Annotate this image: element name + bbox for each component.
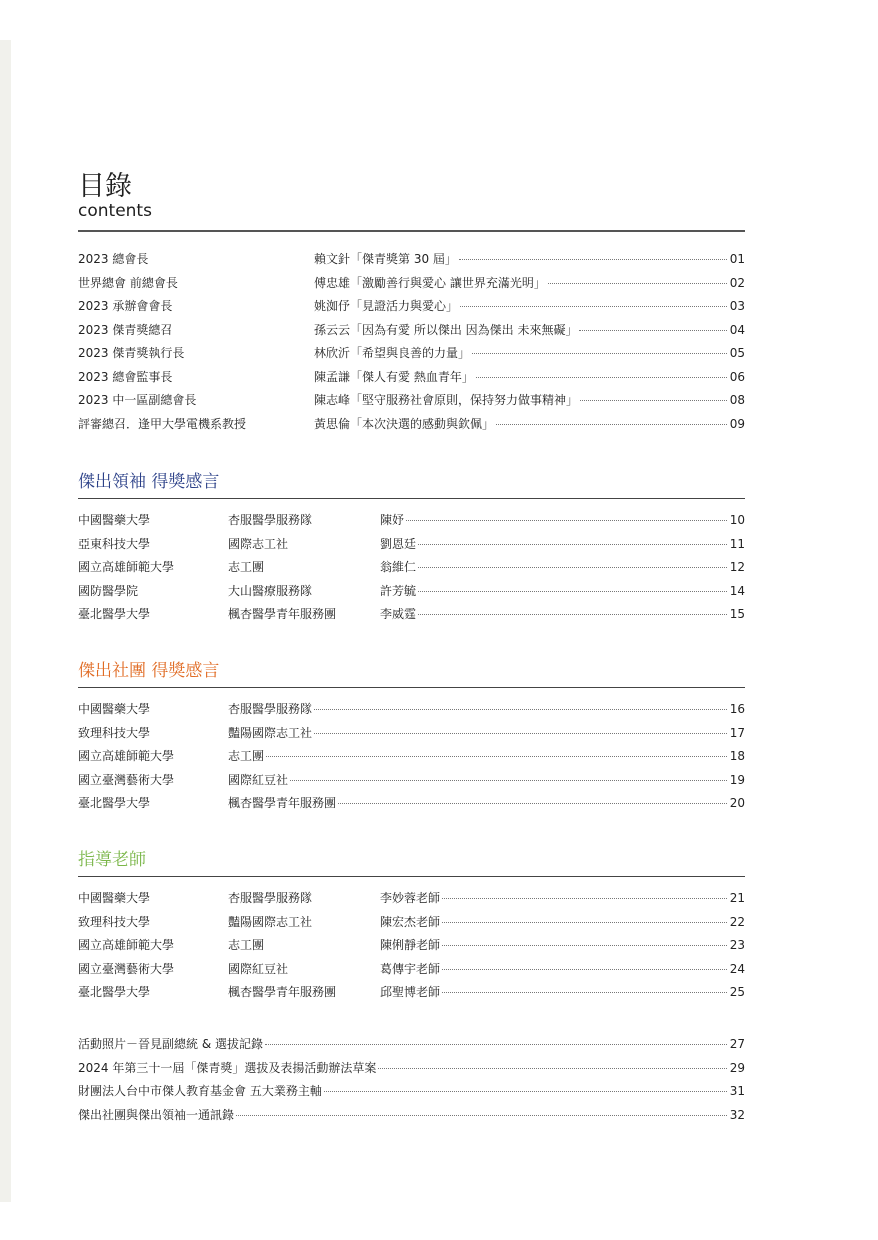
- toc-row: [78, 297, 745, 321]
- page-number: 06: [729, 369, 745, 384]
- toc-row: [78, 344, 745, 368]
- club-name: 楓杏醫學青年服務團: [228, 985, 337, 999]
- dot-leader: [418, 591, 727, 592]
- clubs-section: [78, 660, 745, 818]
- dot-leader: [418, 567, 727, 568]
- toc-role: 2023 總會長: [78, 252, 149, 266]
- dot-leader: [236, 1115, 727, 1116]
- toc-row: [78, 1106, 745, 1130]
- page-number: 27: [729, 1037, 745, 1051]
- club-name: 國際紅豆社: [228, 772, 289, 787]
- school-name: 國防醫學院: [78, 583, 139, 598]
- page-number: 14: [729, 583, 745, 598]
- person-name: 李威霆: [380, 607, 417, 621]
- school-name: 亞東科技大學: [78, 536, 151, 551]
- toc-row: [78, 274, 745, 298]
- school-name: 中國醫藥大學: [78, 702, 151, 716]
- clubs-section-title: 傑出社團 得獎感言: [78, 661, 220, 681]
- person-name: 李妙蓉老師: [380, 891, 441, 905]
- dot-leader: [314, 733, 727, 734]
- toc-subtitle: contents: [78, 201, 152, 221]
- toc-row: [78, 250, 745, 274]
- dot-leader: [266, 756, 727, 757]
- school-name: 臺北醫學大學: [78, 796, 151, 810]
- toc-row: [78, 582, 745, 606]
- toc-role: 2023 傑青獎執行長: [78, 346, 185, 360]
- dot-leader: [378, 1068, 727, 1069]
- section-divider: [78, 498, 745, 499]
- toc-row: [78, 605, 745, 629]
- school-name: 國立高雄師範大學: [78, 749, 175, 763]
- person-name: 陳宏杰老師: [380, 914, 441, 929]
- page-number: 29: [729, 1060, 745, 1075]
- toc-row: [78, 747, 745, 771]
- school-name: 臺北醫學大學: [78, 607, 151, 621]
- dot-leader: [579, 330, 727, 331]
- appendix-list: [78, 1035, 745, 1129]
- toc-entry: 賴文針「傑青獎第 30 屆」: [314, 252, 457, 266]
- dot-leader: [338, 803, 727, 804]
- page-number: 25: [729, 985, 745, 999]
- dot-leader: [265, 1044, 727, 1045]
- advisors-section: [78, 849, 745, 1007]
- advisors-section-title: 指導老師: [78, 850, 146, 870]
- leaders-section-title: 傑出領袖 得獎感言: [78, 472, 220, 492]
- club-name: 杏服醫學服務隊: [228, 891, 313, 905]
- toc-entry: 傑出社團與傑出領袖一通訊錄: [78, 1107, 235, 1122]
- toc-role: 2023 傑青獎總召: [78, 322, 173, 337]
- toc-role: 世界總會 前總會長: [78, 275, 178, 290]
- toc-row: [78, 511, 745, 535]
- club-name: 國際紅豆社: [228, 961, 289, 976]
- page-edge-strip: [0, 40, 11, 1202]
- page-number: 04: [729, 322, 745, 337]
- dot-leader: [548, 283, 727, 284]
- toc-role: 2023 承辦會會長: [78, 299, 173, 313]
- header-divider: [78, 230, 745, 232]
- toc-row: [78, 889, 745, 913]
- school-name: 致理科技大學: [78, 725, 151, 740]
- page-number: 17: [729, 725, 745, 740]
- person-name: 劉恩廷: [380, 536, 417, 551]
- club-name: 豔陽國際志工社: [228, 914, 313, 929]
- toc-row: [78, 391, 745, 415]
- school-name: 中國醫藥大學: [78, 513, 151, 527]
- page-number: 11: [729, 536, 745, 551]
- dot-leader: [580, 400, 727, 401]
- page-number: 03: [729, 299, 745, 313]
- clubs-rows: [78, 700, 745, 818]
- dot-leader: [406, 520, 727, 521]
- dot-leader: [290, 780, 727, 781]
- toc-entry: 孫云云「因為有愛 所以傑出 因為傑出 未來無礙」: [314, 322, 578, 337]
- school-name: 國立臺灣藝術大學: [78, 961, 175, 976]
- toc-row: [78, 700, 745, 724]
- page-number: 10: [729, 513, 745, 527]
- club-name: 杏服醫學服務隊: [228, 702, 313, 716]
- school-name: 中國醫藥大學: [78, 891, 151, 905]
- club-name: 楓杏醫學青年服務團: [228, 607, 337, 621]
- toc-row: [78, 724, 745, 748]
- toc-role: 2023 中一區副總會長: [78, 393, 197, 407]
- person-name: 陳妤: [380, 513, 405, 527]
- school-name: 國立高雄師範大學: [78, 560, 175, 574]
- toc-row: [78, 1082, 745, 1106]
- dot-leader: [442, 945, 727, 946]
- toc-row: [78, 983, 745, 1007]
- school-name: 國立臺灣藝術大學: [78, 772, 175, 787]
- toc-row: [78, 771, 745, 795]
- toc-row: [78, 1035, 745, 1059]
- toc-entry: 2024 年第三十一屆「傑青獎」選拔及表揚活動辦法草案: [78, 1060, 377, 1075]
- dot-leader: [418, 544, 727, 545]
- page-number: 05: [729, 346, 745, 360]
- toc-entry: 姚洳伃「見證活力與愛心」: [314, 299, 459, 313]
- toc-row: [78, 936, 745, 960]
- school-name: 臺北醫學大學: [78, 985, 151, 999]
- toc-title: 目錄: [78, 171, 132, 202]
- dot-leader: [476, 377, 727, 378]
- toc-row: [78, 1059, 745, 1083]
- dot-leader: [418, 614, 727, 615]
- club-name: 楓杏醫學青年服務團: [228, 796, 337, 810]
- page-number: 24: [729, 961, 745, 976]
- page-number: 16: [729, 702, 745, 716]
- toc-row: [78, 913, 745, 937]
- page-number: 31: [729, 1084, 745, 1098]
- club-name: 國際志工社: [228, 536, 289, 551]
- toc-entry: 黃思倫「本次決選的感動與欽佩」: [314, 416, 495, 431]
- page-number: 21: [729, 891, 745, 905]
- toc-entry: 傅忠雄「激勵善行與愛心 讓世界充滿光明」: [314, 275, 546, 290]
- club-name: 豔陽國際志工社: [228, 725, 313, 740]
- club-name: 志工團: [228, 938, 265, 952]
- intro-list: [78, 250, 745, 438]
- school-name: 國立高雄師範大學: [78, 938, 175, 952]
- section-divider: [78, 876, 745, 877]
- page-number: 20: [729, 796, 745, 810]
- page-number: 18: [729, 749, 745, 763]
- toc-row: [78, 415, 745, 439]
- toc-row: [78, 321, 745, 345]
- dot-leader: [496, 424, 727, 425]
- person-name: 陳俐靜老師: [380, 938, 441, 952]
- dot-leader: [314, 709, 727, 710]
- school-name: 致理科技大學: [78, 914, 151, 929]
- toc-role: 評審總召．逢甲大學電機系教授: [78, 416, 247, 431]
- toc-row: [78, 794, 745, 818]
- toc-header: [78, 172, 745, 232]
- person-name: 邱聖博老師: [380, 985, 441, 999]
- dot-leader: [460, 306, 727, 307]
- page-number: 01: [729, 252, 745, 266]
- person-name: 許芳毓: [380, 583, 417, 598]
- dot-leader: [442, 922, 727, 923]
- page-number: 32: [729, 1107, 745, 1122]
- dot-leader: [442, 969, 727, 970]
- page-number: 02: [729, 275, 745, 290]
- toc-entry: 財團法人台中市傑人教育基金會 五大業務主軸: [78, 1084, 322, 1098]
- toc-entry: 陳孟謙「傑人有愛 熱血青年」: [314, 369, 474, 384]
- page-number: 12: [729, 560, 745, 574]
- leaders-rows: [78, 511, 745, 629]
- dot-leader: [442, 898, 727, 899]
- toc-row: [78, 558, 745, 582]
- advisors-rows: [78, 889, 745, 1007]
- dot-leader: [459, 259, 727, 260]
- toc-entry: 林欣沂「希望與良善的力量」: [314, 346, 471, 360]
- toc-role: 2023 總會監事長: [78, 369, 173, 384]
- club-name: 志工團: [228, 560, 265, 574]
- toc-entry: 陳志峰「堅守服務社會原則，保持努力做事精神」: [314, 393, 579, 407]
- person-name: 翁維仁: [380, 560, 417, 574]
- page-number: 23: [729, 938, 745, 952]
- club-name: 杏服醫學服務隊: [228, 513, 313, 527]
- page-number: 19: [729, 772, 745, 787]
- person-name: 葛傳宇老師: [380, 961, 441, 976]
- page-number: 15: [729, 607, 745, 621]
- page-number: 09: [729, 416, 745, 431]
- club-name: 大山醫療服務隊: [228, 583, 313, 598]
- page-number: 08: [729, 393, 745, 407]
- toc-entry: 活動照片－晉見副總統 & 選拔記錄: [78, 1037, 263, 1051]
- page-number: 22: [729, 914, 745, 929]
- toc-row: [78, 535, 745, 559]
- dot-leader: [324, 1091, 727, 1092]
- leaders-section: [78, 471, 745, 629]
- dot-leader: [472, 353, 727, 354]
- toc-row: [78, 960, 745, 984]
- club-name: 志工團: [228, 749, 265, 763]
- toc-row: [78, 368, 745, 392]
- dot-leader: [442, 992, 727, 993]
- section-divider: [78, 687, 745, 688]
